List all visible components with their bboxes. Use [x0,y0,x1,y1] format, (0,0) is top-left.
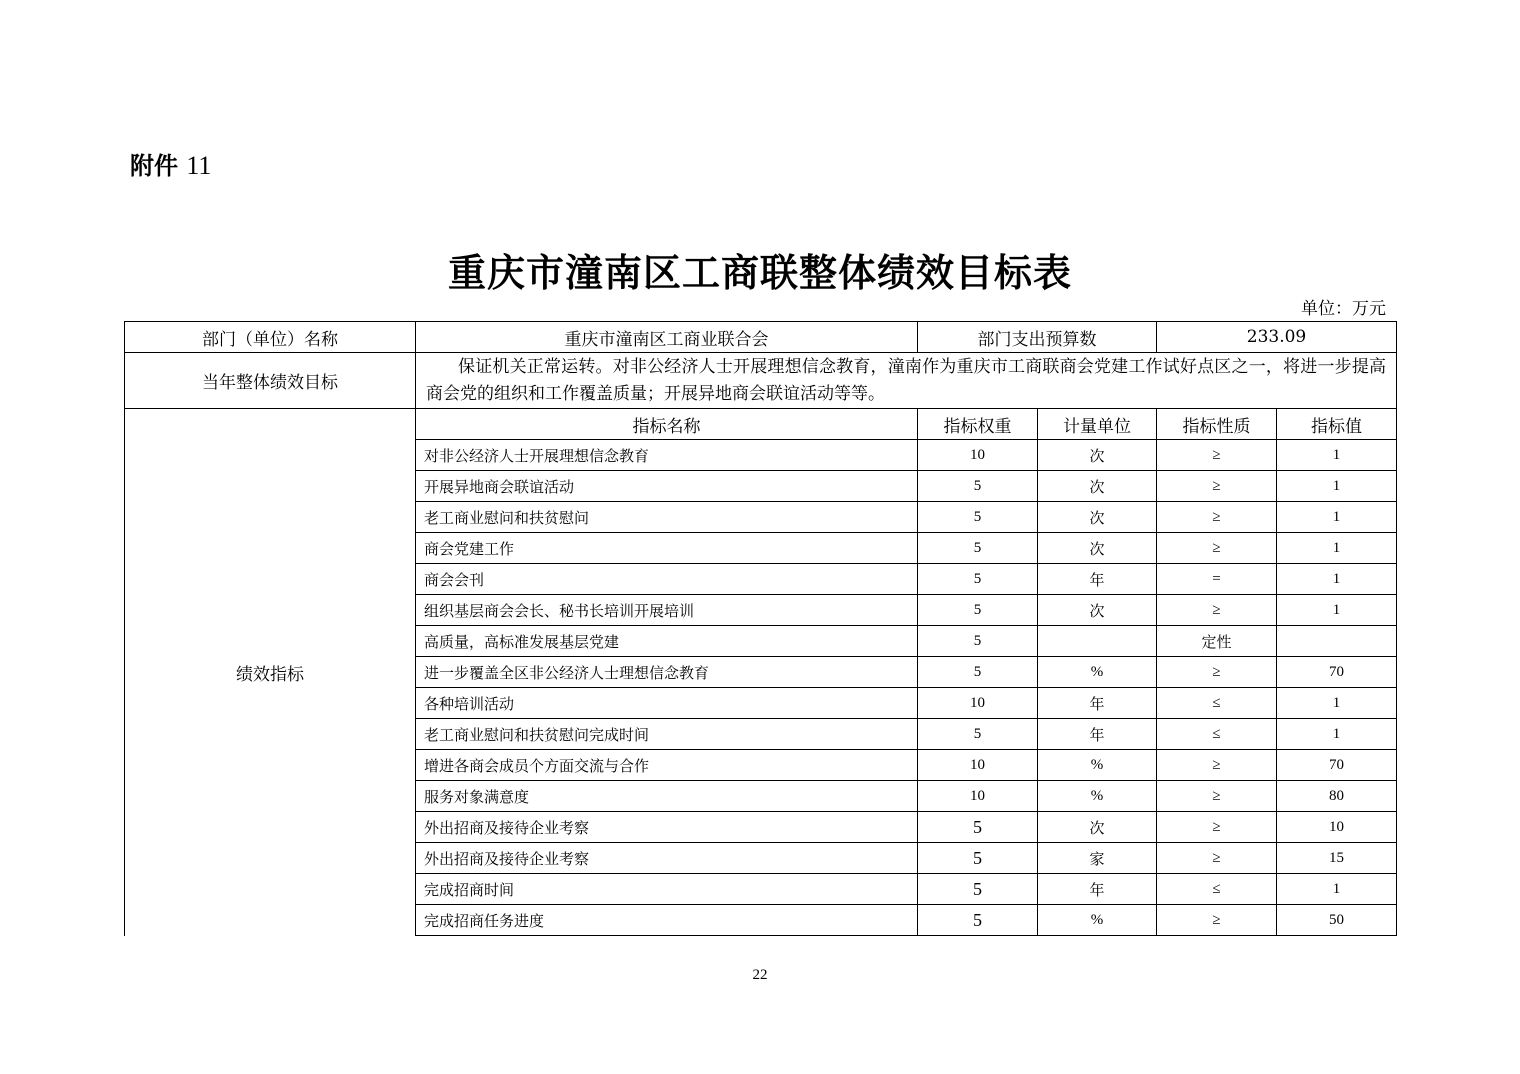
metric-unit: 年 [1038,564,1157,595]
metric-nature: ≥ [1157,657,1277,688]
metric-name: 开展异地商会联谊活动 [416,471,918,502]
col-header-name: 指标名称 [416,409,918,440]
metric-weight: 5 [918,719,1038,750]
metric-name: 完成招商任务进度 [416,905,918,936]
metric-name: 服务对象满意度 [416,781,918,812]
metric-value: 50 [1277,905,1397,936]
metric-unit: % [1038,781,1157,812]
goal-row [125,353,1397,409]
metric-unit: 次 [1038,502,1157,533]
metric-unit: 年 [1038,688,1157,719]
page-title: 重庆市潼南区工商联整体绩效目标表 [447,251,1072,295]
metric-unit: 次 [1038,595,1157,626]
metric-unit: 次 [1038,440,1157,471]
dept-row [125,322,1397,353]
metric-name: 对非公经济人士开展理想信念教育 [416,440,918,471]
metric-value: 1 [1277,564,1397,595]
metric-nature: ≤ [1157,874,1277,905]
metric-value: 1 [1277,471,1397,502]
metric-value: 80 [1277,781,1397,812]
metric-value: 1 [1277,874,1397,905]
dept-value: 重庆市潼南区工商业联合会 [416,322,918,353]
metric-value: 1 [1277,719,1397,750]
metric-nature: ≥ [1157,905,1277,936]
metric-weight: 5 [918,564,1038,595]
metric-name: 组织基层商会会长、秘书长培训开展培训 [416,595,918,626]
col-header-weight: 指标权重 [918,409,1038,440]
metric-weight: 5 [918,471,1038,502]
budget-value: 233.09 [1157,322,1397,353]
metric-unit: 次 [1038,471,1157,502]
metric-nature: ≥ [1157,812,1277,843]
metric-nature: ≥ [1157,533,1277,564]
metric-weight: 5 [918,657,1038,688]
metric-name: 完成招商时间 [416,874,918,905]
metric-nature: = [1157,564,1277,595]
metric-value: 15 [1277,843,1397,874]
performance-table [124,321,1397,936]
metric-unit: % [1038,657,1157,688]
col-header-unit: 计量单位 [1038,409,1157,440]
page-number: 22 [752,967,768,983]
metric-weight: 10 [918,688,1038,719]
metric-weight: 5 [918,874,1038,905]
goal-text: 保证机关正常运转。对非公经济人士开展理想信念教育，潼南作为重庆市工商联商会党建工作试好点区之一，将进一步提高商会党的组织和工作覆盖质量；开展异地商会联谊活动等等。 [416,353,1397,409]
metric-weight: 10 [918,781,1038,812]
metric-unit: 家 [1038,843,1157,874]
metric-nature: ≥ [1157,440,1277,471]
metric-value: 1 [1277,440,1397,471]
metric-name: 老工商业慰问和扶贫慰问 [416,502,918,533]
metric-weight: 5 [918,812,1038,843]
metric-weight: 10 [918,440,1038,471]
metric-name: 增进各商会成员个方面交流与合作 [416,750,918,781]
metric-value: 1 [1277,688,1397,719]
metric-value: 1 [1277,533,1397,564]
metric-name: 进一步覆盖全区非公经济人士理想信念教育 [416,657,918,688]
metric-value: 70 [1277,657,1397,688]
metric-nature: ≥ [1157,471,1277,502]
metric-weight: 5 [918,626,1038,657]
unit-label: 单位：万元 [1301,299,1386,319]
metric-name: 外出招商及接待企业考察 [416,843,918,874]
metric-unit: 年 [1038,874,1157,905]
metric-value: 1 [1277,502,1397,533]
col-header-nature: 指标性质 [1157,409,1277,440]
metric-nature: ≤ [1157,688,1277,719]
attachment-text: 附件 [130,152,178,180]
metric-nature: ≥ [1157,750,1277,781]
metric-name: 外出招商及接待企业考察 [416,812,918,843]
metric-name: 商会党建工作 [416,533,918,564]
metric-name: 各种培训活动 [416,688,918,719]
metric-unit: 次 [1038,533,1157,564]
metric-name: 商会会刊 [416,564,918,595]
metric-nature: ≥ [1157,595,1277,626]
metric-name: 高质量，高标准发展基层党建 [416,626,918,657]
metric-unit: 年 [1038,719,1157,750]
metric-weight: 5 [918,595,1038,626]
metric-nature: ≥ [1157,502,1277,533]
metric-weight: 5 [918,905,1038,936]
metric-weight: 10 [918,750,1038,781]
metric-unit [1038,626,1157,657]
attachment-label [130,146,211,181]
goal-label: 当年整体绩效目标 [125,353,416,409]
metric-nature: ≥ [1157,781,1277,812]
col-header-value: 指标值 [1277,409,1397,440]
metric-nature: ≥ [1157,843,1277,874]
metric-weight: 5 [918,533,1038,564]
metric-weight: 5 [918,502,1038,533]
metric-value [1277,626,1397,657]
metric-unit: 次 [1038,812,1157,843]
metrics-header-row [125,409,1397,440]
metrics-section-label: 绩效指标 [125,409,416,936]
attachment-number: 11 [186,151,212,180]
budget-label: 部门支出预算数 [918,322,1157,353]
metric-nature: 定性 [1157,626,1277,657]
metric-value: 10 [1277,812,1397,843]
metric-nature: ≤ [1157,719,1277,750]
metric-weight: 5 [918,843,1038,874]
dept-label: 部门（单位）名称 [125,322,416,353]
metric-value: 1 [1277,595,1397,626]
metric-unit: % [1038,750,1157,781]
metric-value: 70 [1277,750,1397,781]
metric-name: 老工商业慰问和扶贫慰问完成时间 [416,719,918,750]
metric-unit: % [1038,905,1157,936]
